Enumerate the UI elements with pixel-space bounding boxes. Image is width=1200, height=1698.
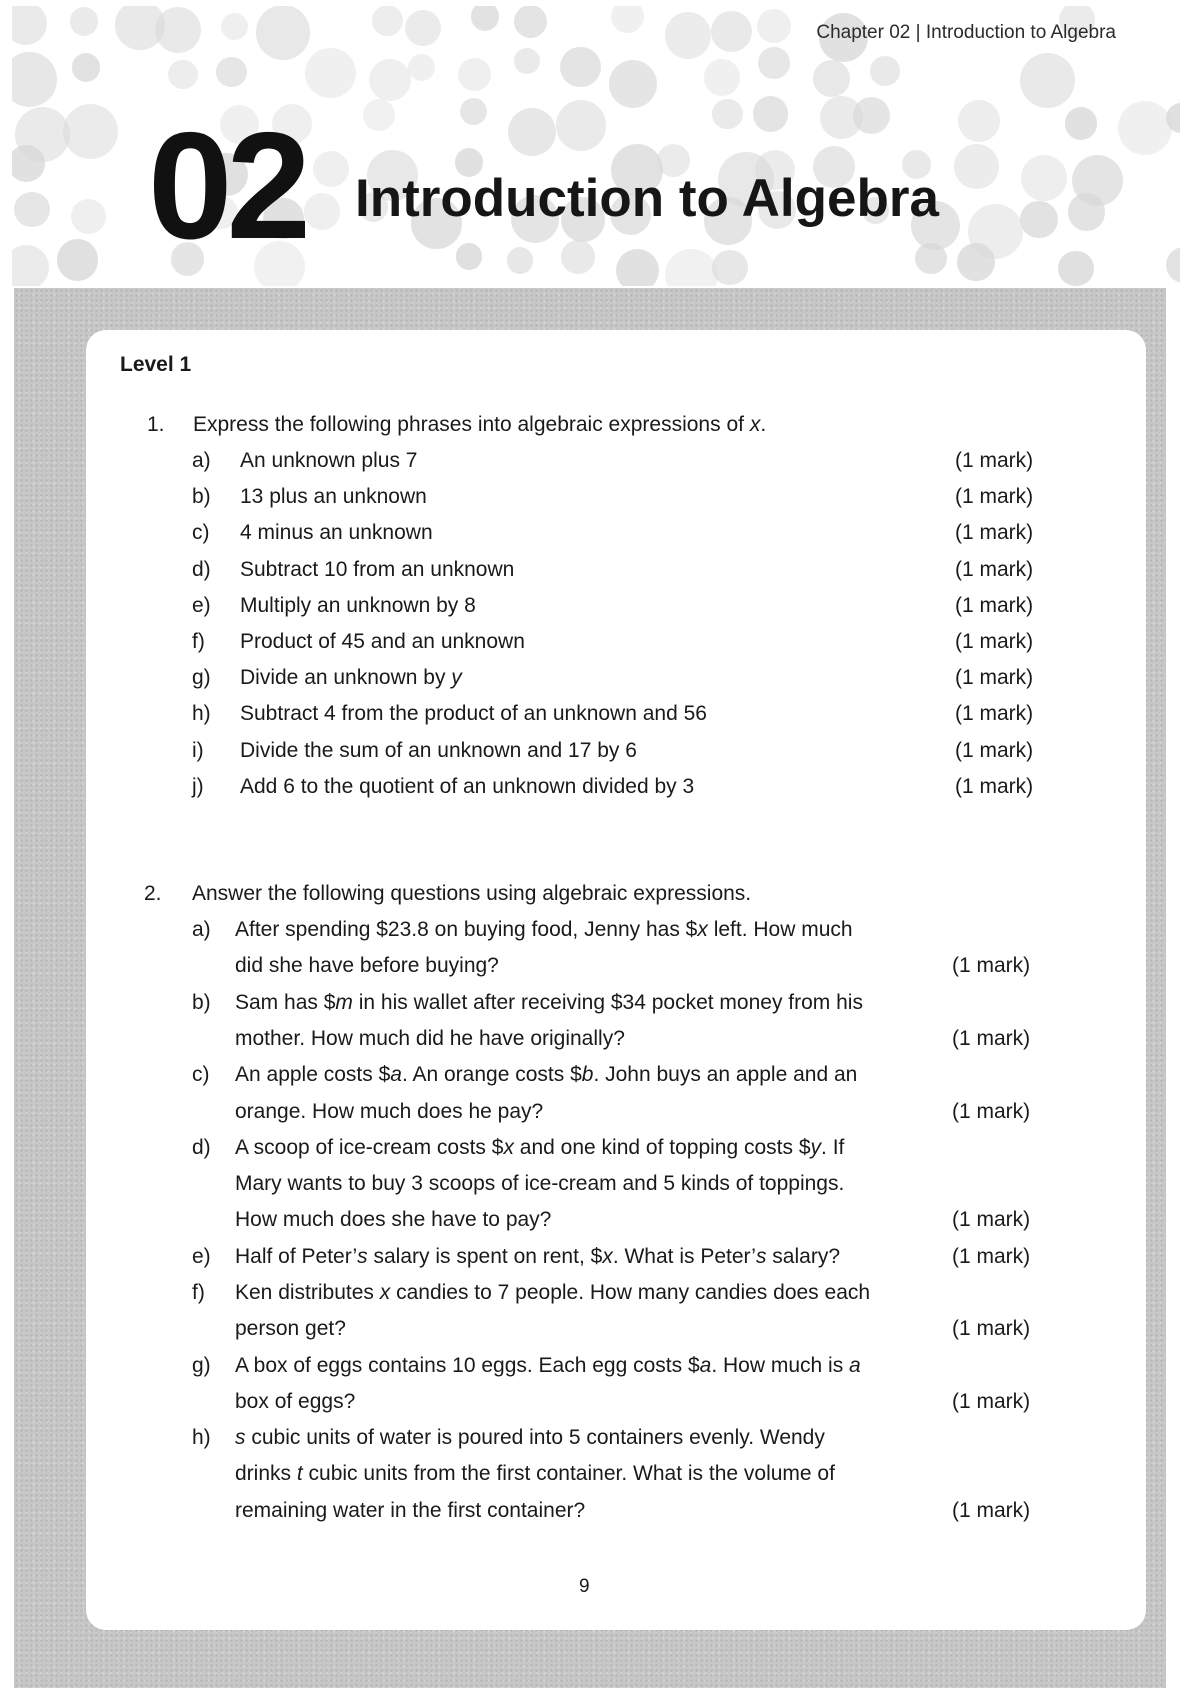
question-1-item	[188, 449, 1038, 479]
decorative-dot	[456, 243, 483, 270]
item-letter: d)	[192, 558, 211, 581]
question-2-item-line: remaining water in the first container?	[235, 1499, 586, 1522]
item-letter: g)	[192, 666, 211, 689]
question-2-item-line: Half of Peter’s salary is spent on rent, $x. What is Peter’s salary?	[235, 1245, 840, 1268]
decorative-dot	[460, 98, 487, 125]
decorative-dot	[1068, 193, 1106, 231]
decorative-dot	[168, 60, 198, 90]
mark-label: (1 mark)	[955, 558, 1034, 581]
decorative-dot	[665, 249, 717, 286]
item-text: 4 minus an unknown	[240, 521, 433, 544]
decorative-dot	[72, 53, 101, 82]
decorative-dot	[561, 240, 595, 274]
decorative-dot	[1021, 155, 1067, 201]
decorative-dot	[14, 192, 49, 227]
decorative-dot	[1020, 53, 1075, 108]
decorative-dot	[611, 6, 644, 33]
item-text: Add 6 to the quotient of an unknown divided by 3	[240, 775, 695, 798]
chapter-title: Introduction to Algebra	[355, 169, 939, 228]
question-2-item-line: Mary wants to buy 3 scoops of ice-cream and 5 kinds of toppings.	[235, 1172, 845, 1195]
decorative-dot	[471, 6, 499, 31]
question-1-item	[188, 666, 1038, 696]
question-2-item-line: s cubic units of water is poured into 5 containers evenly. Wendy	[235, 1426, 825, 1449]
decorative-dot	[870, 56, 900, 86]
mark-label: (1 mark)	[955, 630, 1034, 653]
question-2-item-letter: d)	[192, 1136, 211, 1159]
item-text: Multiply an unknown by 8	[240, 594, 476, 617]
question-2-item-letter: c)	[192, 1063, 210, 1086]
decorative-dot	[616, 249, 659, 286]
decorative-dot	[313, 151, 349, 187]
decorative-dot	[507, 247, 534, 274]
decorative-dot	[1020, 201, 1058, 239]
decorative-dot	[216, 57, 247, 88]
decorative-dot	[711, 11, 752, 52]
decorative-dot	[405, 10, 441, 46]
question-2-number: 2.	[144, 882, 162, 905]
question-2-item-line: How much does she have to pay?	[235, 1208, 552, 1231]
level-heading: Level 1	[120, 353, 192, 376]
mark-label: (1 mark)	[955, 521, 1034, 544]
mark-label: (1 mark)	[952, 1100, 1031, 1123]
question-2-item-line: Sam has $m in his wallet after receiving $34 pocket money from his	[235, 991, 863, 1014]
question-2-item-line: drinks t cubic units from the first container. What is the volume of	[235, 1462, 835, 1485]
item-text: Product of 45 and an unknown	[240, 630, 525, 653]
decorative-dot	[609, 60, 657, 108]
question-1-item	[188, 739, 1038, 769]
decorative-dot	[954, 144, 999, 189]
question-2-item-line: After spending $23.8 on buying food, Jenny has $x left. How much	[235, 918, 853, 941]
decorative-dot	[712, 250, 748, 286]
question-1-item	[188, 702, 1038, 732]
item-letter: i)	[192, 739, 204, 762]
mark-label: (1 mark)	[955, 739, 1034, 762]
mark-label: (1 mark)	[955, 702, 1034, 725]
decorative-dot	[305, 48, 356, 99]
decorative-dot	[369, 59, 411, 101]
decorative-dot	[12, 52, 57, 107]
decorative-dot	[560, 47, 600, 87]
item-letter: c)	[192, 521, 210, 544]
decorative-dot	[12, 145, 45, 182]
question-1-item	[188, 630, 1038, 660]
decorative-dot	[958, 100, 1000, 142]
item-letter: b)	[192, 485, 211, 508]
question-1-item	[188, 558, 1038, 588]
decorative-dot	[57, 239, 99, 281]
question-2-item-line: did she have before buying?	[235, 954, 499, 977]
mark-label: (1 mark)	[955, 485, 1034, 508]
mark-label: (1 mark)	[952, 1027, 1031, 1050]
question-1-prompt-text: Express the following phrases into algebraic expressions of x.	[193, 413, 767, 436]
chapter-number: 02	[148, 101, 306, 271]
mark-label: (1 mark)	[955, 594, 1034, 617]
item-letter: f)	[192, 630, 205, 653]
item-text: Divide the sum of an unknown and 17 by 6	[240, 739, 637, 762]
item-letter: a)	[192, 449, 211, 472]
decorative-dot	[514, 48, 540, 74]
item-text: An unknown plus 7	[240, 449, 418, 472]
question-2-item-line: Ken distributes x candies to 7 people. How many candies does each	[235, 1281, 871, 1304]
running-header: Chapter 02 | Introduction to Algebra	[816, 22, 1116, 43]
decorative-dot	[12, 6, 47, 45]
question-2-item-letter: f)	[192, 1281, 205, 1304]
mark-label: (1 mark)	[955, 775, 1034, 798]
decorative-dot	[1166, 247, 1180, 283]
question-2-item-line: person get?	[235, 1317, 346, 1340]
decorative-dot	[363, 99, 395, 131]
question-2-item-line: A box of eggs contains 10 eggs. Each egg costs $a. How much is a	[235, 1354, 861, 1377]
decorative-dot	[758, 47, 790, 79]
question-2-item-line: An apple costs $a. An orange costs $b. John buys an apple and an	[235, 1063, 858, 1086]
mark-label: (1 mark)	[955, 449, 1034, 472]
mark-label: (1 mark)	[952, 1245, 1031, 1268]
question-1-item	[188, 775, 1038, 805]
decorative-dot	[71, 199, 106, 234]
decorative-dot	[1118, 101, 1172, 155]
decorative-dot	[665, 12, 711, 58]
question-1-number: 1.	[147, 413, 165, 436]
decorative-dot	[63, 104, 118, 159]
decorative-dot	[556, 100, 607, 151]
decorative-dot	[1065, 107, 1098, 140]
item-letter: h)	[192, 702, 211, 725]
item-text: Subtract 4 from the product of an unknown and 56	[240, 702, 707, 725]
decorative-dot	[813, 60, 850, 97]
decorative-dot	[712, 99, 743, 130]
decorative-dot	[304, 193, 341, 230]
mark-label: (1 mark)	[952, 1317, 1031, 1340]
question-2-item-line: A scoop of ice-cream costs $x and one kind of topping costs $y. If	[235, 1136, 845, 1159]
question-2-item-letter: e)	[192, 1245, 211, 1268]
question-2-item-letter: b)	[192, 991, 211, 1014]
item-text: Subtract 10 from an unknown	[240, 558, 515, 581]
question-2-item-line: box of eggs?	[235, 1390, 356, 1413]
decorative-dot	[704, 59, 741, 96]
decorative-dot	[508, 108, 556, 156]
mark-label: (1 mark)	[952, 954, 1031, 977]
decorative-dot	[70, 7, 98, 35]
question-2-item-letter: h)	[192, 1426, 211, 1449]
decorative-dot	[155, 7, 201, 53]
question-2-item-letter: a)	[192, 918, 211, 941]
question-1-item	[188, 521, 1038, 551]
question-2-prompt: Answer the following questions using algebraic expressions.	[192, 882, 752, 905]
item-text: Divide an unknown by y	[240, 666, 462, 689]
question-2-item-line: mother. How much did he have originally?	[235, 1027, 625, 1050]
decorative-dot	[256, 6, 311, 60]
decorative-dot	[753, 96, 789, 132]
question-2-item-letter: g)	[192, 1354, 211, 1377]
decorative-dot	[12, 245, 49, 286]
decorative-dot	[408, 54, 436, 82]
question-1-prompt	[193, 413, 766, 437]
question-1-item	[188, 485, 1038, 515]
decorative-dot	[757, 9, 791, 43]
decorative-dot	[957, 243, 995, 281]
item-letter: j)	[192, 775, 204, 798]
mark-label: (1 mark)	[955, 666, 1034, 689]
decorative-dot	[915, 243, 946, 274]
decorative-dot	[372, 6, 403, 36]
decorative-dot	[514, 6, 547, 38]
decorative-dot	[1058, 251, 1093, 286]
page-number: 9	[579, 1576, 590, 1597]
decorative-dot	[458, 58, 491, 91]
mark-label: (1 mark)	[952, 1390, 1031, 1413]
decorative-dot	[853, 97, 891, 135]
question-2-item-line: orange. How much does he pay?	[235, 1100, 544, 1123]
item-text: 13 plus an unknown	[240, 485, 427, 508]
question-1-item	[188, 594, 1038, 624]
item-letter: e)	[192, 594, 211, 617]
mark-label: (1 mark)	[952, 1208, 1031, 1231]
mark-label: (1 mark)	[952, 1499, 1031, 1522]
decorative-dot	[221, 13, 249, 41]
